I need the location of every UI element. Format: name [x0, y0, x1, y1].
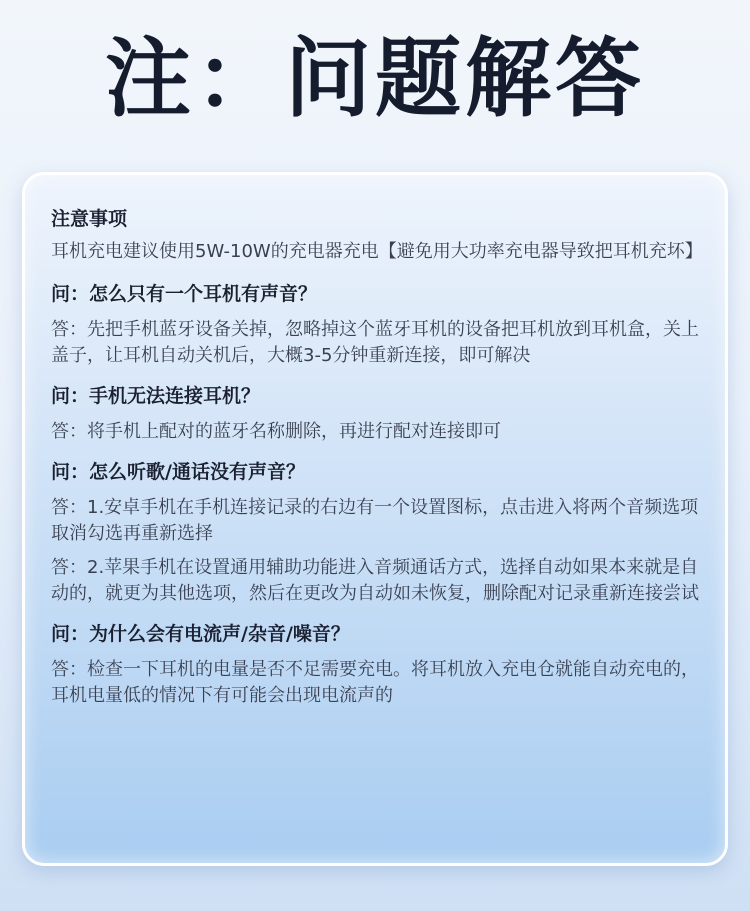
page-title: 注：问题解答 — [105, 29, 645, 129]
faq-item-cannot-connect — [51, 381, 699, 445]
faq-answer: 答：先把手机蓝牙设备关掉，忽略掉这个蓝牙耳机的设备把耳机放到耳机盒，关上盖子，让耳机自动关机后，大概3-5分钟重新连接，即可解决 — [51, 319, 699, 366]
faq-item-no-sound — [51, 457, 699, 607]
faq-question: 问：怎么只有一个耳机有声音？ — [51, 283, 318, 305]
faq-question: 问：手机无法连接耳机？ — [51, 385, 261, 407]
faq-item-single-earbud — [51, 279, 699, 369]
faq-answer: 答：1.安卓手机在手机连接记录的右边有一个设置图标，点击进入将两个音频选项取消勾选再重新选择 — [51, 497, 699, 544]
faq-answer: 答：2.苹果手机在设置通用辅助功能进入音频通话方式，选择自动如果本来就是自动的，就更为其他选项，然后在更改为自动如未恢复，删除配对记录重新连接尝试 — [51, 557, 699, 604]
faq-answer: 答：将手机上配对的蓝牙名称删除，再进行配对连接即可 — [51, 421, 501, 442]
notice-text: 耳机充电建议使用5W-10W的充电器充电【避免用大功率充电器导致把耳机充坏】 — [51, 241, 703, 262]
faq-answer: 答：检查一下耳机的电量是否不足需要充电。将耳机放入充电仓就能自动充电的，耳机电量低的情况下有可能会出现电流声的 — [51, 659, 699, 706]
faq-question: 问：怎么听歌/通话没有声音？ — [51, 461, 305, 483]
faq-question: 问：为什么会有电流声/杂音/噪音？ — [51, 623, 350, 645]
faq-card — [22, 172, 728, 866]
faq-item-noise — [51, 619, 699, 709]
notice-heading: 注意事项 — [51, 208, 128, 230]
